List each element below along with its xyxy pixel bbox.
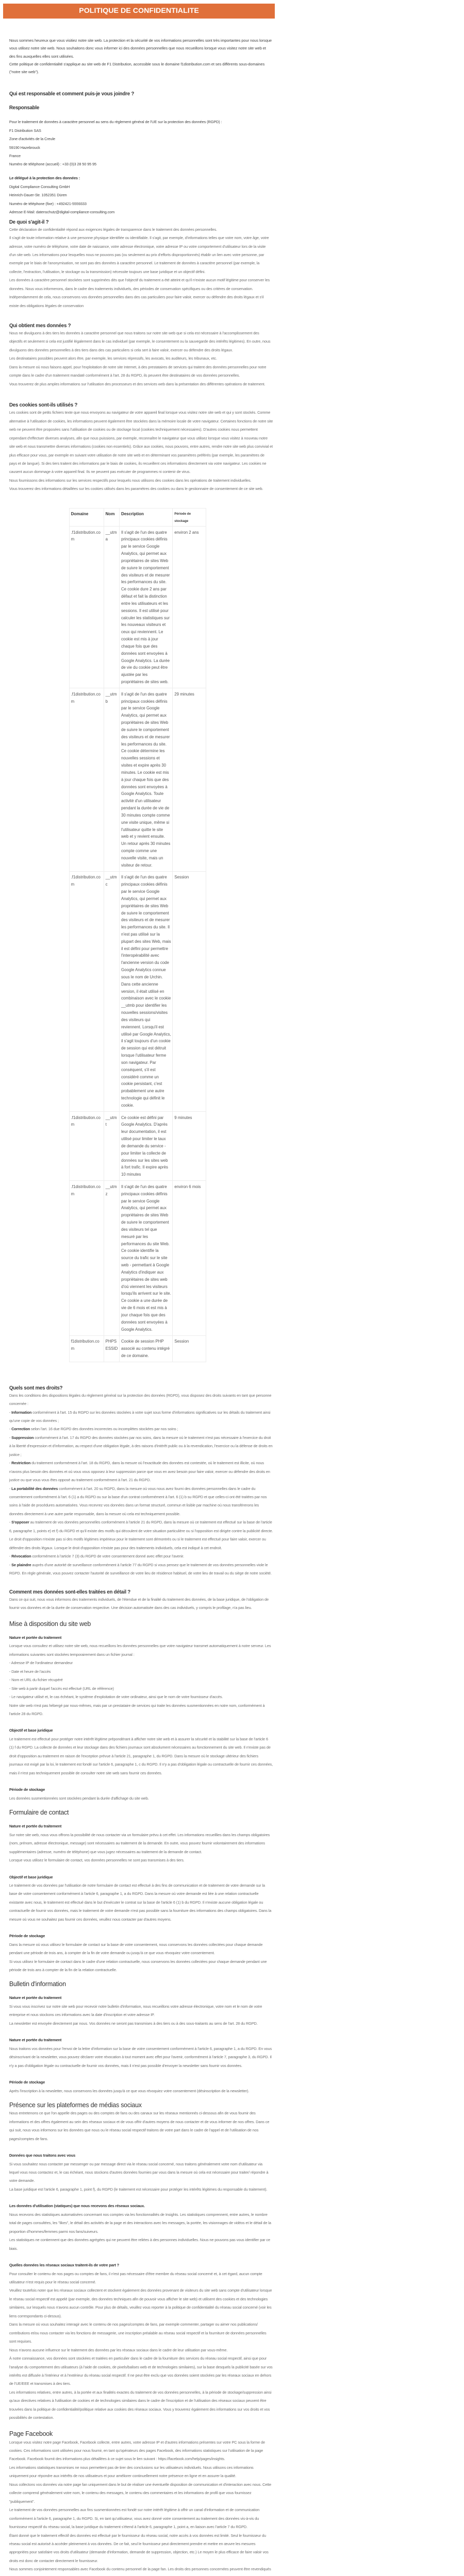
cell-description: Ce cookie est défini par Google Analytics. D'après leur documentation, il est utilisé pour limiter le taux de demande du service - pour limiter la collecte de données sur les sites web à fort trafic. Il expire après 10 minutes [119,1111,172,1180]
right-item: - Correction selon l'art. 16 due RGPD des données incorrectes ou incomplètes stockées par nos soins ; [9,1427,178,1432]
right-term: Se plaindre [11,1562,31,1567]
table-row [69,871,206,1111]
address-line: F1 Distribution SAS [9,128,41,133]
cell-period: 29 minutes [173,688,206,872]
subsection-heading: Les données d'utilisation (statiques) que nous recevons des réseaux sociaux. [9,2204,145,2209]
service-heading: Présence sur les plateformes de médias sociaux [9,2101,142,2109]
right-text: du traitement conformément à l'art. 18 du RGPD, dans la mesure où l'exactitude des données est contestée, où le traitement est illicite, où nous n'avons plus besoin des données et où vous vous opposez à leur suppression parce que vous en avez besoin pour faire valoir, exercer ou défendre des droits en justice ou que vous vous êtes opposé au traitement conformément à l'art. 21 du RGPD. [9,1461,270,1483]
table-header-row [69,509,206,527]
right-item: - Se plaindre auprès d'une autorité de surveillance conformément à l'article 77 du RGPD si vous pensez que le traitement de vos données personnelles viole le RGPD. En règle générale, vous pouvez contacter l'autorité de surveillance de votre lieu de résidence habituel, de votre lieu de travail ou du siège de notre société. [9,1562,272,1576]
subsection-heading: Nature et portée du traitement [9,1824,62,1829]
intro-paragraph: Nous sommes heureux que vous visitiez notre site web. La protection et la sécurité de vos informations personnelles sont très importantes pour nous lorsque vous utilisez notre site web. Nous souhaitons donc vous informer ici des données personnelles que nous recueillons lorsque vous visitez notre site web et des fins auxquelles elles sont utilisées. [9,38,272,59]
paragraph: Nous recevons des statistiques automatisées concernant nos comptes via les fonctionnalités de Insights. Les statistiques comprennent, entre autres, le nombre total de pages consultées, les "likes", le détail des activités de la page et des interactions avec les messages, la portée, les visionnages de vidéos et le détail de la proportion d'hommes/femmes parmi nos fans/suiveurs. [9,2212,271,2234]
right-term: Restriction [11,1461,31,1466]
paragraph: Après l'inscription à la newsletter, nous conservons les données jusqu'à ce que vous révoquiez votre consentement (désinscription de la newsletter). [9,2088,250,2093]
right-item: - Suppression conformément à l'art. 17 du RGPD des données stockées par nos soins, dans la mesure où le traitement n'est pas nécessaire à l'exercice du droit à la liberté d'expression et d'information, au respect d'une obligation légale, à des raisons d'intérêt public ou à la revendication, l'exercice ou la défense de droits en justice ; [9,1435,273,1457]
subsection-heading: Période de stockage [9,2080,45,2085]
subsection-heading: Nature et portée du traitement [9,2038,62,2043]
section-newsletter [9,1980,273,2095]
paragraph: Il s'agit de toute information relative à une personne physique identifiée ou identifiable. Il s'agit, par exemple, d'informations telles que votre nom, votre âge, votre adresse, votre numéro de téléphone, votre date de naissance, votre adresse électronique, votre adresse IP ou votre comportement d'utilisateur lors de la visite d'un site web. Les informations pour lesquelles nous ne pouvons pas (ou seulement au prix d'efforts disproportionnés) établir un lien avec votre personne, par exemple par le biais de l'anonymisation, ne sont pas des données à caractère personnel. Le traitement de données à caractère personnel (par exemple, la collecte, l'extraction, l'utilisation, le stockage ou la transmission) nécessite toujours une base juridique et un objectif défini. [9,235,269,274]
section-heading: Quels sont mes droits? [9,1385,63,1391]
section-heading-responsable: Qui est responsable et comment puis-je vous joindre ? [9,91,135,97]
right-text: conformément à l'art. 20 su RGPD, dans la mesure où vous nous avez fourni des données personnelles dans le cadre du consentement conformément à l'art. 6 (1) a du RGPD ou sur la base d'un contrat conformément à l'art. 6 (1) b su RGPD et que celles-ci ont été traitées par nos soins à l'aide de procédures automatisées. Vous recevrez vos données dans un format structuré, commun et lisible par machine où nous transférerons les données directement à une autre partie responsable, dans la mesure où cela est techniquement possible. [9,1486,267,1516]
paragraph: Lorsque vous utilisez le formulaire de contact, vos données personnelles ne sont pas transmises à des tiers. [9,1858,185,1863]
paragraph: Étant donné que le traitement effectif des données est effectué par le fournisseur du réseau social, notre accès à vos données est limité. Seul le fournisseur du réseau social est autorisé à accéder pleinement à vos données. De ce fait, seul le fournisseur peut directement prendre et mettre en œuvre les mesures appropriées pour satisfaire vos droits d'utilisateur (demande d'information, demande de suppression, objection, etc.) Le moyen le plus efficace de faire valoir vos droits est donc de contacter directement le fournisseur. [9,2533,269,2563]
paragraph: Dans la mesure où vous souhaitez interagir avec le contenu de nos pages/comptes de fans, par exemple commenter, partager ou aimer nos publications/ contributions et/ou nous contacter via les fonctions de messagerie, une inscription préalable au réseau social respectif et la fourniture de données personnelles sont requises. [9,2322,267,2344]
table-row [69,1181,206,1335]
paragraph: Veuillez toutefois noter que les réseaux sociaux collectent et stockent également des données provenant de visiteurs du site web sans compte d'utilisateur lorsque le réseau social respectif est appelé (par exemple, des données techniques afin de pouvoir vous afficher le site web) et utilisent des cookies et des technologies similaires, sur lesquels nous n'avons aucun contrôle. Pour plus de détails, veuillez vous reporter à la politique de confidentialité du réseau social concerné (voir les liens correspondants ci-dessus). [9,2288,272,2318]
column-header: Période de stockage [173,509,206,527]
cell-description: Il s'agit de l'un des quatre principaux cookies définis par le service Google Analytics, qui permet aux propriétaires de sites Web de suivre le comportement des visiteurs et de mesurer les performances du site. Ce cookie dure 2 ans par défaut et fait la distinction entre les utilisateurs et les sessions. Il est utilisé pour calculer les statistiques sur les nouveaux visiteurs et ceux qui reviennent. Le cookie est mis à jour chaque fois que des données sont envoyées à Google Analytics. La durée de vie du cookie peut être ajustée par les propriétaires de sites web. [119,526,172,688]
phone-line: Numéro de téléphone (accueil) : +33 (0)3 28 50 95 95 [9,162,96,167]
cell-name: __utmb [104,688,119,872]
paragraph: Vous trouverez des informations détaillées sur les cookies utilisés dans les paramètres des cookies ou dans le gestionnaire de consentement de ce site web. [9,486,263,492]
right-item: - S'opposer au traitement de vos données personnelles conformément à l'article 21 du RGPD, dans la mesure où ce traitement est effectué sur la base de l'article 6, paragraphe 1, points e) et f) du RGPD et qu'il existe des motifs qui découlent de votre situation particulière ou si l'opposition est dirigée contre la publicité directe. Le droit d'opposition n'existe pas si des motifs légitimes impérieux pour le traitement sont démontrés ou si le traitement est effectué pour faire valoir, exercer ou défendre des droits légaux. Lorsque le droit d'opposition n'existe pas pour des traitements individuels, cela est indiqué à cet endroit. [9,1520,273,1550]
section-heading: Qui obtient mes données ? [9,323,71,329]
right-text: conformément à l'art. 17 du RGPD des données stockées par nos soins, dans la mesure où le traitement n'est pas nécessaire à l'exercice du droit à la liberté d'expression et d'information, au respect d'une obligation légale, à des raisons d'intérêt public ou à la revendication, l'exercice ou la défense de droits en justice ; [9,1435,273,1457]
subheading-responsable: Responsable [9,105,40,111]
section-detail [9,1589,273,1613]
table-row [69,1111,206,1180]
paragraph: Nous sommes conjointement responsables avec Facebook du contenu personnel de la page fan. Les droits des personnes concernées peuvent être revendiqués [9,2567,271,2572]
list-item: - Nom et URL du fichier récupéré [9,1677,63,1683]
paragraph: Cette déclaration de confidentialité répond aux exigences légales de transparence dans le traitement des données personnelles. [9,227,217,232]
paragraph: Les destinataires possibles peuvent alors être, par exemple, les services répressifs, les avocats, les auditeurs, les tribunaux, etc. [9,356,217,361]
subsection-heading: Nature et portée du traitement [9,1995,62,2001]
cell-domain: .f1distribution.com [69,526,104,688]
paragraph: Les statistiques ne contiennent que des données agrégées qui ne peuvent être reliées à des personnes individuelles. Nous ne pouvons pas vous identifier par ce biais. [9,2238,270,2251]
dpo-email-line: Adresse E-Mail: datenschutz@digital-compliance-consulting.com [9,210,115,215]
address-line: Pour le traitement de données à caractère personnel au sens du règlement général de l'UE sur la protection des données (RGPD) : [9,120,222,125]
cell-description: Cookie de session PHP associé au contenu intégré de ce domaine. [119,1335,172,1362]
paragraph: Les données susmentionnées sont stockées pendant la durée d'affichage du site web. [9,1795,149,1801]
controller-address [9,118,273,169]
cell-domain: f1distribution.com [69,1335,104,1362]
cell-period: Session [173,871,206,1111]
dpo-heading: Le délégué à la protection des données : [9,176,80,181]
address-line: 59190 Hazebrouck [9,145,40,150]
right-text: selon l'art. 16 due RGPD des données incorrectes ou incomplètes stockées par nos soins ; [30,1427,178,1432]
cell-domain: .f1distribution.com [69,688,104,872]
table-row [69,526,206,688]
paragraph: Si vous souhaitez nous contacter par messenger ou par message direct via le réseau social concerné, nous traitons généralement votre nom d'utilisateur via lequel vous nous contactez et, le cas échéant, nous stockons d'autres données fournies par vous dans la mesure où cela est nécessaire pour traiter/ répondre à votre demande. [9,2161,269,2183]
paragraph: Lorsque vous visitez notre page Facebook, Facebook collecte, entre autres, votre adresse IP et d'autres informations présentes sur votre PC sous la forme de cookies. Ces informations sont utilisées pour nous fournir, en tant qu'opérateurs des pages Facebook, des informations statistiques sur l'utilisation de la page Facebook. Facebook fournit des informations plus détaillées à ce sujet sous le lien suivant : https://facebook.com/help/pages/insights. [9,2439,265,2462]
right-term: Révocation [11,1554,31,1559]
section-recipients [9,323,273,388]
section-rights [9,1385,273,1578]
paragraph: Nous collectons vos données via notre page fan uniquement dans le but de réaliser une éventuelle disposition de communication et d'interaction avec nous. Cette collecte comprend généralement votre nom, le contenu des messages, le contenu des commentaires et les informations de profil que vous fournissez "publiquement". [9,2482,272,2504]
right-text: au traitement de vos données personnelles conformément à l'article 21 du RGPD, dans la mesure où ce traitement est effectué sur la base de l'article 6, paragraphe 1, points e) et f) du RGPD et qu'il existe des motifs qui découlent de votre situation particulière ou si l'opposition est dirigée contre la publicité directe. Le droit d'opposition n'existe pas si des motifs légitimes impérieux pour le traitement sont démontrés ou si le traitement est effectué pour faire valoir, exercer ou défendre des droits légaux. Lorsque le droit d'opposition n'existe pas pour des traitements individuels, cela est indiqué à cet endroit. [9,1520,273,1550]
address-line: Zone d'activités de la Creule [9,137,55,142]
dpo-line: Numéro de téléphone (fixe) : +492421-5559333 [9,201,87,206]
paragraph: Nous traitons vos données pour l'envoi de la lettre d'information sur la base de votre consentement conformément à l'article 6, paragraphe 1, a du RGPD. En vous désinscrivant de la newsletter, vous pouvez déclarer votre révocation à tout moment avec effet pour l'avenir, conformément à l'article 7, paragraphe 3, du RGPD. Il n'y a pas d'obligation légale ou contractuelle de fournir vos données, mais il n'est pas possible d'envoyer la newsletter sans fournir vos données. [9,2046,272,2068]
paragraph: Notre site web n'est pas hébergé par nous-mêmes, mais par un prestataire de services qui traite les données susmentionnées en notre nom, conformément à l'article 28 du RGPD. [9,1703,265,1716]
intro-section [9,37,273,76]
subsection-heading: Données que nous traitons avec vous [9,2153,76,2158]
right-item: - La portabilité des données conformément à l'art. 20 su RGPD, dans la mesure où vous nous avez fourni des données personnelles dans le cadre du consentement conformément à l'art. 6 (1) a du RGPD ou sur la base d'un contrat conformément à l'art. 6 (1) b su RGPD et que celles-ci ont été traitées par nos soins à l'aide de procédures automatisées. Vous recevrez vos données dans un format structuré, commun et lisible par machine où nous transférerons les données directement à une autre partie responsable, dans la mesure où cela est techniquement possible. [9,1486,267,1516]
intro-paragraph: Cette politique de confidentialité s'applique au site web de F1 Distribution, accessible sous le domaine f1distribution.com et ses différents sous-domaines ("notre site web"). [9,61,265,74]
cell-description: Il s'agit de l'un des quatre principaux cookies définis par le service Google Analytics, qui permet aux propriétaires de sites Web de suivre le comportement des visiteurs et de mesurer les performances du site. Il n'est pas utilisé sur la plupart des sites Web, mais il est défini pour permettre l'interopérabilité avec l'ancienne version du code Google Analytics connue sous le nom de Urchin. Dans cette ancienne version, il était utilisé en combinaison avec le cookie __utmb pour identifier les nouvelles sessions/visites des visiteurs qui reviennent. Lorsqu'il est utilisé par Google Analytics, il s'agit toujours d'un cookie de session qui est détruit lorsque l'utilisateur ferme son navigateur. Par conséquent, s'il est considéré comme un cookie persistant, c'est probablement une autre technologie qui définit le cookie. [119,871,172,1111]
subsection-heading: Objectif et base juridique [9,1874,53,1879]
paragraph: Nous fournissons des informations sur les services respectifs pour lesquels nous utilisons des cookies dans les opérations de traitement individuelles. [9,478,252,483]
cell-period: environ 2 ans [173,526,206,688]
table-row [69,1335,206,1362]
paragraph: La base juridique est l'article 6, paragraphe 1, point f), du RGPD (le traitement est nécessaire pour protéger les intérêts légitimes du responsable du traitement). [9,2187,268,2192]
paragraph: Nous entretenons ce que l'on appelle des pages ou des comptes de fans ou des canaux sur les réseaux mentionnés ci-dessous afin de vous fournir des informations et des offres également au sein des réseaux sociaux et de vous offrir d'autres moyens de nous contacter et de vous informer de nos offres. Dans ce qui suit, nous vous informons sur les données que nous ou le réseau social respectif traitons de votre part dans le cadre de l'appel et de l'utilisation de nos pages/comptes de fans. [9,2111,270,2141]
right-item: - Information conformément à l'art. 15 du RGPD sur les données stockées à votre sujet sous forme d'informations significatives sur les détails du traitement ainsi qu'une copie de vos données ; [9,1410,271,1423]
section-website-provision [9,1620,273,1803]
list-item: - Adresse IP de l'ordinateur demandeur [9,1660,73,1666]
paragraph: Nous ne divulguons à des tiers les données à caractère personnel que nous traitons sur notre site web que si cela est nécessaire à l'accomplissement des objectifs et seulement si cela est justifié légalement dans le cas individuel (par exemple, le consentement ou la sauvegarde des intérêts légitimes). En outre, nous divulguons des données personnelles à des tiers dans des cas particuliers si cela sert à faire valoir, exercer ou défendre des droits légaux. [9,330,271,352]
list-item: - Le navigateur utilisé et, le cas échéant, le système d'exploitation de votre ordinateur, ainsi que le nom de votre fournisseur d'accès. [9,1694,223,1700]
cell-period: Session [173,1335,206,1362]
paragraph: Dans ce qui suit, nous vous informons des traitements individuels, de l'étendue et de la finalité du traitement des données, de la base juridique, de l'obligation de fournir vos données et de la durée de conservation respective. Une décision automatisée dans des cas individuels, y compris le profilage, n'a pas lieu. [9,1597,269,1611]
paragraph: Lorsque vous consultez et utilisez notre site web, nous recueillons les données personnelles que votre navigateur transmet automatiquement à notre serveur. Les informations suivantes sont stockées temporairement dans un fichier journal : [9,1643,271,1657]
paragraph: Si vous vous inscrivez sur notre site web pour recevoir notre bulletin d'information, nous recueillons votre adresse électronique, votre nom et le nom de votre entreprise et nous stockons ces informations avec la date d'inscription et votre adresse IP. [9,2004,262,2018]
right-term: Correction [11,1427,30,1432]
paragraph: À notre connaissance, vos données sont stockées et traitées en particulier dans le cadre de la fourniture des services du réseau social respectif, ainsi que pour l'analyse du comportement des utilisateurs (à l'aide de cookies, de pixels/balises web et de technologies similaires), sur la base desquels la publicité basée sur vos intérêts est diffusée à l'intérieur et à l'extérieur du réseau social respectif. Il ne peut être exclu que vos données soient stockées par les réseaux sociaux en dehors de l'UE/EEE et transmises à des tiers. [9,2356,273,2386]
cell-period: 9 minutes [173,1111,206,1180]
paragraph: Les informations statistiques transmises ne nous permettent pas de tirer des conclusions sur les utilisateurs individuels. Nous utilisons ces informations uniquement pour répondre aux intérêts de nos utilisateurs et pour améliorer continuellement notre présence en ligne et en assurer la qualité. [9,2465,254,2479]
service-heading: Formulaire de contact [9,1808,69,1816]
subsection-heading: Quelles données les réseaux sociaux traitent-ils de votre part ? [9,2263,119,2268]
paragraph: Les informations relatives, entre autres, à la portée et aux finalités exactes du traitement de vos données personnelles, à la période de stockage/suppression ainsi qu'aux directives relatives à l'utilisation de cookies et de technologies similaires dans le cadre de l'inscription et de l'utilisation des réseaux sociaux peuvent être trouvées dans la politique de confidentialité/politique relative aux cookies des réseaux sociaux. Vous y trouverez également des informations sur vos droits et vos possibilités de contestation. [9,2389,272,2420]
paragraph: Dans la mesure où nous faisons appel, pour l'exploitation de notre site Internet, à des prestataires de services qui traitent des données personnelles pour notre compte dans le cadre d'un traitement mandaté conformément à l'art. 28 du RGPD, ils peuvent être destinataires de vos données personnelles. [9,364,267,378]
cell-name: __utma [104,526,119,688]
list-item: - Date et heure de l'accès [9,1669,51,1674]
paragraph: Vous trouverez de plus amples informations sur l'utilisation des processeurs et des services web dans la présentation des différentes opérations de traitement. [9,381,266,386]
page-title-banner: POLITIQUE DE CONFIDENTIALITE [3,4,275,19]
column-header: Nom [104,509,119,527]
dpo-line: Heinrich-Dauer-Str. 1052351 Düren [9,193,67,198]
cell-domain: .f1distribution.com [69,871,104,1111]
right-term: La portabilité des données [11,1486,58,1491]
cell-domain: .f1distribution.com [69,1111,104,1180]
cell-description: Il s'agit de l'un des quatre principaux cookies définis par le service Google Analytics, qui permet aux propriétaires de sites Web de suivre le comportement des visiteurs et de mesurer les performances du site. Ce cookie détermine les nouvelles sessions et visites et expire après 30 minutes. Le cookie est mis à jour chaque fois que des données sont envoyées à Google Analytics. Toute activité d'un utilisateur pendant la durée de vie de 30 minutes compte comme une visite unique, même si l'utilisateur quitte le site web et y revient ensuite. Un retour après 30 minutes compte comme une nouvelle visite, mais un visiteur de retour. [119,688,172,872]
section-facebook [9,2430,273,2576]
paragraph: La newsletter est envoyée directement par nous. Vos données ne seront pas transmises à des tiers ou à des sous-traitants au sens de l'art. 28 du RGPD. [9,2021,258,2026]
paragraph: Le traitement est effectué pour protéger notre intérêt légitime prépondérant à afficher notre site web et à assurer la sécurité et la stabilité sur la base de l'article 6 (1) f du RGPD. La collecte de données et leur stockage dans des fichiers journaux sont absolument nécessaires au fonctionnement du site web. Il n'existe pas de droit d'opposition au traitement en raison de l'exception prévue à l'article 21, paragraphe 1, du RGPD. Dans la mesure où le stockage ultérieur des fichiers journaux est exigé par la loi, le traitement est fondé sur l'article 6, paragraphe 1, c du RGPD. Il n'y a pas d'obligation légale ou contractuelle de fournir ces données, mais il n'est pas techniquement possible de consulter notre site web sans fournir ces données. [9,1736,273,1775]
section-heading: De quoi s'agit-il ? [9,219,49,225]
cell-period: environ 6 mois [173,1181,206,1335]
cell-name: __utmt [104,1111,119,1180]
right-term: Information [11,1410,32,1415]
dpo-line: Digital Compliance Consulting GmbH [9,184,70,189]
dpo-section [9,174,273,216]
cell-description: Il s'agit de l'un des quatre principaux cookies définis par le service Google Analytics, qui permet aux propriétaires de sites Web de suivre le comportement des visiteurs tel que mesuré par les performances du site Web. Ce cookie identifie la source du trafic sur le site web - permettant à Google Analytics d'indiquer aux propriétaires de sites web d'où viennent les visiteurs lorsqu'ils arrivent sur le site. Ce cookie a une durée de vie de 6 mois et est mis à jour chaque fois que des données sont envoyées à Google Analytics. [119,1181,172,1335]
column-header: Domaine [69,509,104,527]
cookie-table [69,508,206,1362]
right-text: conformément à l'article 7 (3) du RGPD de votre consentement donné avec effet pour l'avenir. [31,1554,184,1559]
service-heading: Bulletin d'information [9,1980,66,1988]
subsection-heading: Objectif et base juridique [9,1728,53,1733]
right-text: auprès d'une autorité de surveillance conformément à l'article 77 du RGPD si vous pensez que le traitement de vos données personnelles viole le RGPD. En règle générale, vous pouvez contacter l'autorité de surveillance de votre lieu de résidence habituel, de votre lieu de travail ou du siège de notre société. [9,1562,272,1576]
right-term: S'opposer [11,1520,29,1525]
paragraph: Le traitement de vos données personnelles aux fins susmentionnées est fondé sur notre intérêt légitime à offrir un canal d'information et de communication conformément à l'article 6, paragraphe 1, du RGPD. Si, en tant qu'utilisateur, vous avez donné votre consentement au traitement des données vis-à-vis du fournisseur respectif du réseau social, la base juridique du traitement s'étend à l'article 6, paragraphe 1, point a, en liaison avec l'article 7 du RGPD. [9,2507,260,2530]
paragraph: Les données à caractère personnel stockées sont supprimées dès que l'objectif du traitement a été atteint et qu'il n'existe aucun motif légitime pour conserver les données. Nous vous informerons, dans le cadre des traitements individuels, des périodes de conservation spécifiques ou des critères de conservation. Indépendamment de cela, nous conservons vos données personnelles dans des cas particuliers pour faire valoir, exercer ou défendre des droits légaux et s'il existe des obligations légales de conservation [9,278,270,308]
list-item: - Site web à partir duquel l'accès est effectué (URL de référence) [9,1686,114,1691]
column-header: Description [119,509,172,527]
cell-domain: .f1distribution.com [69,1181,104,1335]
section-what-is-it [9,219,273,311]
subsection-heading: Période de stockage [9,1787,45,1792]
cell-name: __utmz [104,1181,119,1335]
service-heading: Page Facebook [9,2430,53,2437]
right-text: conformément à l'art. 15 du RGPD sur les données stockées à votre sujet sous forme d'informations significatives sur les détails du traitement ainsi qu'une copie de vos données ; [9,1410,271,1423]
service-heading: Mise à disposition du site web [9,1620,91,1628]
paragraph: Le traitement de vos données par l'utilisation de notre formulaire de contact est effectué à des fins de communication et de traitement de votre demande sur la base de votre consentement conformément à l'article 6, paragraphe 1, a du RGPD. Dans la mesure où votre demande est liée à une relation contractuelle existante avec nous, le traitement est effectué dans le but d'exécuter le contrat sur la base de l'article 6 (1) b du RGPD. Il n'existe aucune obligation légale ou contractuelle de fournir vos données, mais le traitement de votre demande n'est pas possible sans la fourniture des informations des champs obligatoires. Dans la mesure où vous ne souhaitez pas fournir ces données, veuillez nous contacter par d'autres moyens. [9,1883,272,1922]
cell-name: PHPSESSID [104,1335,119,1362]
subsection-heading: Période de stockage [9,1934,45,1939]
paragraph: Si vous utilisez le formulaire de contact dans le cadre d'une relation contractuelle, nous conservons les données collectées pour chaque demande pendant une période de trois ans à compter de la fin de la relation contractuelle. [9,1959,267,1973]
address-line: France [9,154,21,159]
section-heading: Comment mes données sont-elles traitées en détail ? [9,1589,131,1595]
right-item: - Restriction du traitement conformément à l'art. 18 du RGPD, dans la mesure où l'exactitude des données est contestée, où le traitement est illicite, où nous n'avons plus besoin des données et où vous vous opposez à leur suppression parce que vous en avez besoin pour faire valoir, exercer ou défendre des droits en justice ou que vous vous êtes opposé au traitement conformément à l'art. 21 du RGPD. [9,1461,270,1483]
section-social-media [9,2101,273,2422]
paragraph: Nous n'avons aucune influence sur le traitement des données par les réseaux sociaux dans le cadre de leur utilisation par vous-même. [9,2347,228,2352]
right-item: - Révocation conformément à l'article 7 (3) du RGPD de votre consentement donné avec effet pour l'avenir. [9,1554,184,1559]
section-contact-form [9,1808,273,1975]
paragraph: Pour consulter le contenu de nos pages ou comptes de fans, il n'est pas nécessaire d'être membre du réseau social concerné et, à cet égard, aucun compte utilisateur n'est requis pour le réseau social concerné. [9,2271,262,2285]
section-heading: Des cookies sont-ils utilisés ? [9,402,78,409]
section-cookies [9,402,273,494]
paragraph: Les cookies sont de petits fichiers texte que nous envoyons au navigateur de votre appareil final lorsque vous visitez notre site web et qui y sont stockés. Comme alternative à l'utilisation de cookies, les informations peuvent également être stockées dans la mémoire locale de votre navigateur. Certaines fonctions de notre site web ne peuvent être proposées sans l'utilisation de cookies ou de stockage local (cookies techniquement nécessaires). D'autres cookies nous permettent cependant d'effectuer diverses analyses, afin que nous puissions, par exemple, reconnaître le navigateur que vous utilisez lorsque vous visitez à nouveau notre site web et nous transmettre diverses informations (cookies non essentiels). Grâce aux cookies, nous pouvons, entre autres, rendre notre site web plus convivial et plus efficace pour vous, par exemple en suivant votre utilisation de notre site web et en déterminant vos paramètres préférés (par exemple, les paramètres de pays et de langue). Si des tiers traitent des informations par le biais de cookies, ils recueillent ces informations directement via votre navigateur. Les cookies ne causent aucun dommage à votre appareil final. Ils ne peuvent pas exécuter de programmes ni contenir de virus. [9,410,273,474]
paragraph: Dans les conditions des dispositions légales du règlement général sur la protection des données (RGPD), vous disposez des droits suivants en tant que personne concernée : [9,1393,272,1406]
subsection-heading: Nature et portée du traitement [9,1635,62,1640]
paragraph: Sur notre site web, nous vous offrons la possibilité de nous contacter via un formulaire prévu à cet effet. Les informations recueillies dans les champs obligatoires (nom, prénom, adresse électronique, message) sont nécessaires au traitement de la demande. En outre, vous pouvez fournir volontairement des informations supplémentaires (adresse, numéro de téléphone) que vous jugez nécessaires au traitement de la demande de contact. [9,1832,270,1854]
cell-name: __utmc [104,871,119,1111]
table-row [69,688,206,872]
paragraph: Dans la mesure où vous utilisez le formulaire de contact sur la base de votre consentement, nous conservons les données collectées pour chaque demande pendant une période de trois ans, à compter de la fin de votre demande ou jusqu'à ce que vous révoquiez votre consentement. [9,1942,263,1956]
right-term: Suppression [11,1435,34,1440]
